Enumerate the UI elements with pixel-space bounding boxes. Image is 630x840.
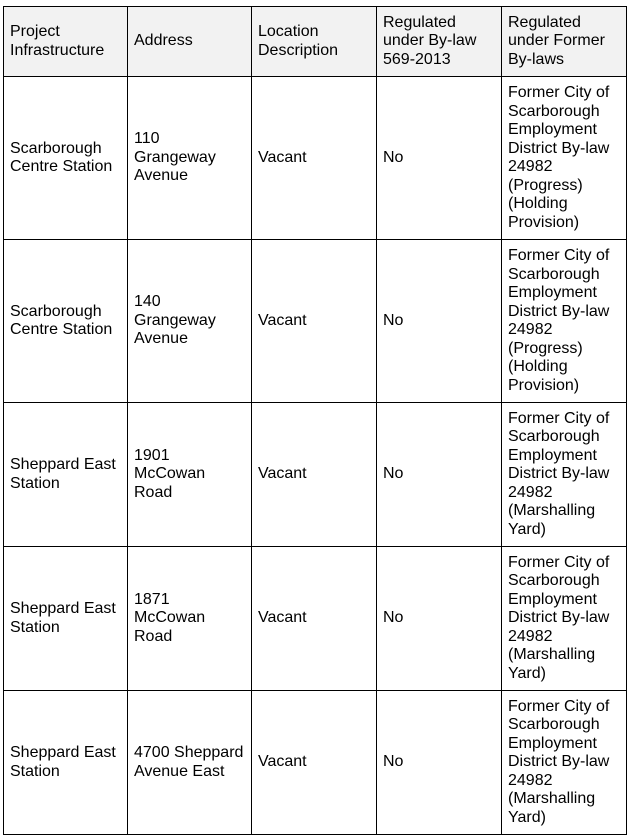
header-location-description: Location Description bbox=[252, 7, 377, 77]
cell-project: Scarborough Centre Station bbox=[4, 77, 128, 240]
cell-location-description: Vacant bbox=[252, 77, 377, 240]
cell-former-bylaws: Former City of Scarborough Employment District By-law 24982 (Progress) (Holding Provision) bbox=[502, 240, 627, 403]
cell-project: Sheppard East Station bbox=[4, 691, 128, 835]
cell-regulated-569: No bbox=[377, 403, 502, 547]
table-row bbox=[4, 691, 627, 835]
cell-regulated-569: No bbox=[377, 77, 502, 240]
cell-former-bylaws: Former City of Scarborough Employment District By-law 24982 (Marshalling Yard) bbox=[502, 691, 627, 835]
cell-address: 1901 McCowan Road bbox=[128, 403, 252, 547]
cell-project: Sheppard East Station bbox=[4, 403, 128, 547]
cell-location-description: Vacant bbox=[252, 403, 377, 547]
header-address: Address bbox=[128, 7, 252, 77]
cell-former-bylaws: Former City of Scarborough Employment District By-law 24982 (Progress) (Holding Provision) bbox=[502, 77, 627, 240]
table-row bbox=[4, 77, 627, 240]
cell-location-description: Vacant bbox=[252, 240, 377, 403]
cell-address: 1871 McCowan Road bbox=[128, 547, 252, 691]
cell-address: 110 Grangeway Avenue bbox=[128, 77, 252, 240]
table-row bbox=[4, 240, 627, 403]
cell-regulated-569: No bbox=[377, 691, 502, 835]
cell-former-bylaws: Former City of Scarborough Employment District By-law 24982 (Marshalling Yard) bbox=[502, 403, 627, 547]
cell-location-description: Vacant bbox=[252, 547, 377, 691]
cell-regulated-569: No bbox=[377, 240, 502, 403]
cell-project: Sheppard East Station bbox=[4, 547, 128, 691]
header-regulated-569-2013: Regulated under By-law 569-2013 bbox=[377, 7, 502, 77]
header-project-infrastructure: Project Infrastructure bbox=[4, 7, 128, 77]
table-row bbox=[4, 403, 627, 547]
header-regulated-former-bylaws: Regulated under Former By-laws bbox=[502, 7, 627, 77]
zoning-bylaw-table bbox=[3, 6, 627, 835]
cell-address: 4700 Sheppard Avenue East bbox=[128, 691, 252, 835]
cell-former-bylaws: Former City of Scarborough Employment District By-law 24982 (Marshalling Yard) bbox=[502, 547, 627, 691]
table-header bbox=[4, 7, 627, 77]
table-row bbox=[4, 547, 627, 691]
cell-project: Scarborough Centre Station bbox=[4, 240, 128, 403]
cell-regulated-569: No bbox=[377, 547, 502, 691]
header-row bbox=[4, 7, 627, 77]
cell-address: 140 Grangeway Avenue bbox=[128, 240, 252, 403]
cell-location-description: Vacant bbox=[252, 691, 377, 835]
table-body bbox=[4, 77, 627, 835]
